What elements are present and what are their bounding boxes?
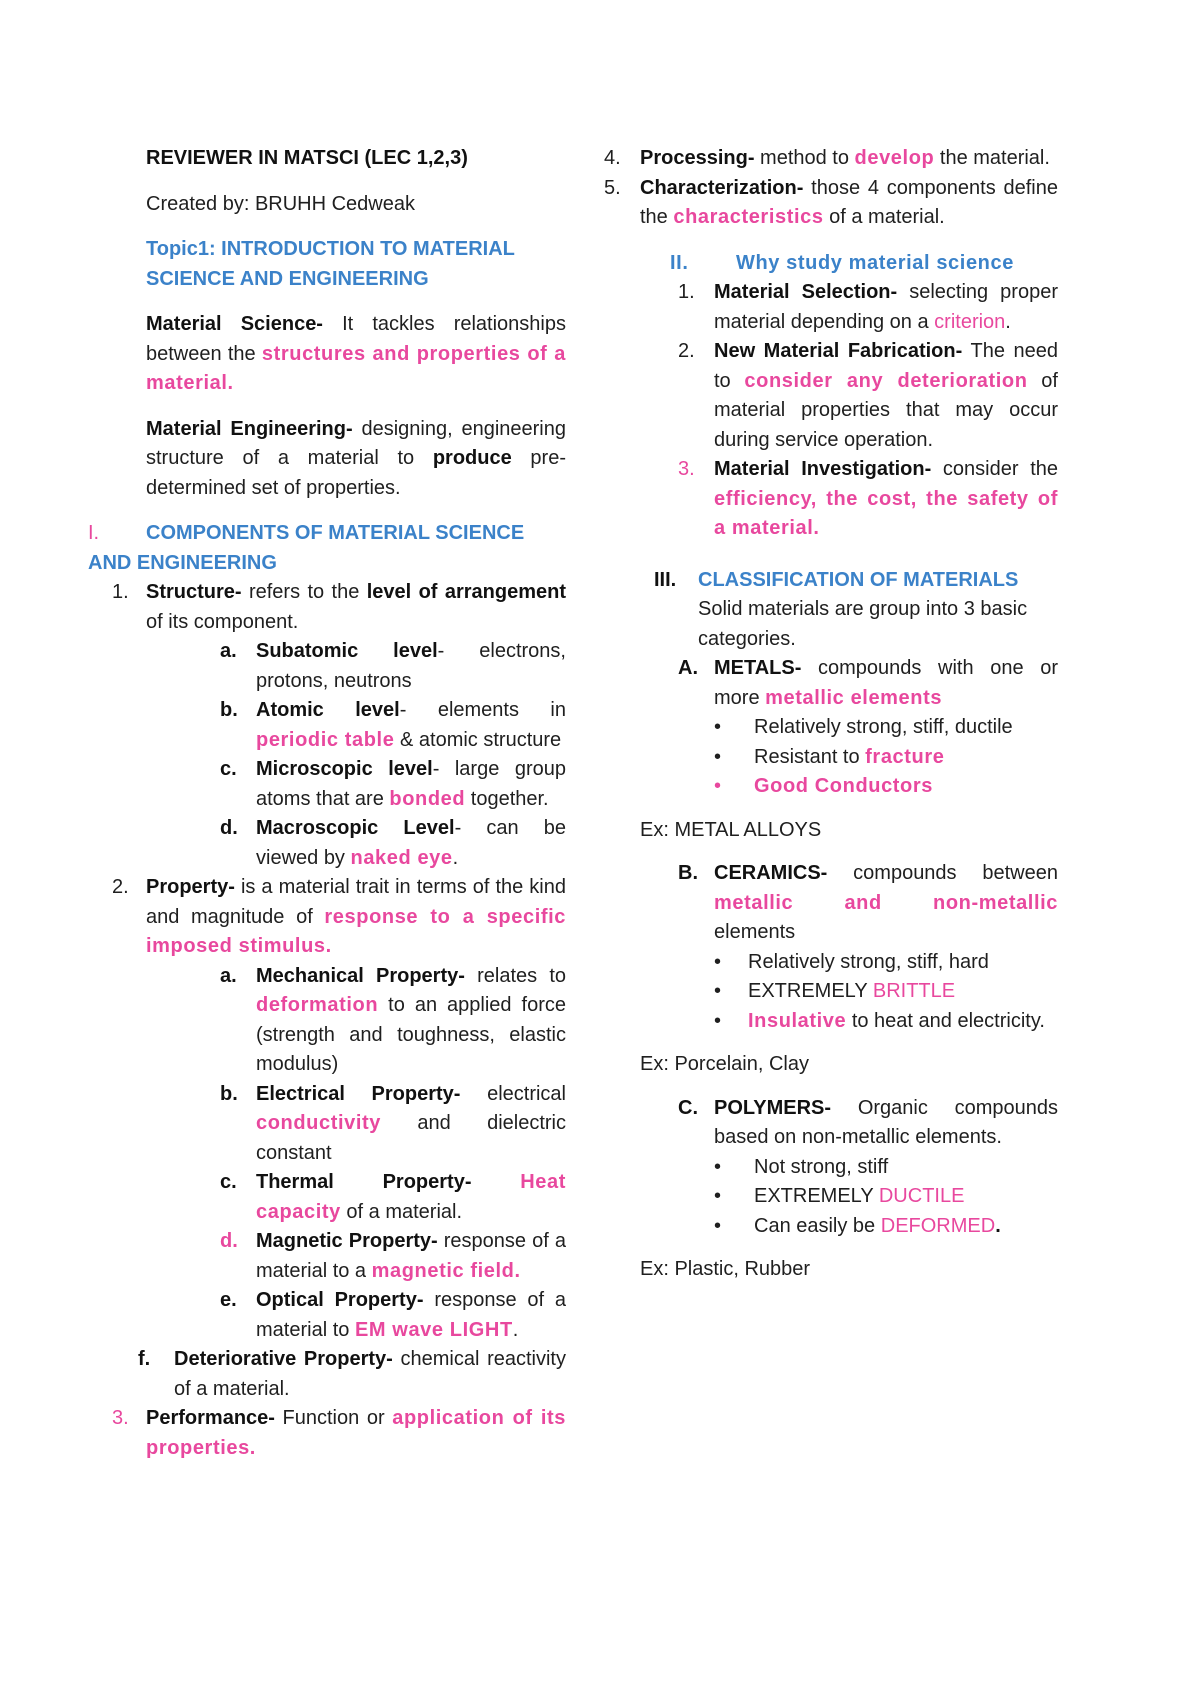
why-material-investigation: 3. Material Investigation- consider the efficiency, the cost, the safety of a material.	[678, 458, 1058, 539]
section-3-heading: III. CLASSIFICATION OF MATERIALS	[654, 568, 1019, 591]
topic-heading: Topic1: INTRODUCTION TO MATERIAL SCIENCE AND ENGINEERING	[146, 238, 515, 290]
why-new-material-fabrication: 2. New Material Fabrication- The need to consider any deterioration of material properties that may occur during service operation.	[678, 340, 1058, 451]
level-atomic: b. Atomic level- elements in periodic table & atomic structure	[220, 699, 566, 751]
bullet: • EXTREMELY DUCTILE	[714, 1185, 965, 1207]
material-science-definition: Material Science- It tackles relationships between the structures and properties of a material.	[146, 313, 566, 394]
processing-item: 4. Processing- method to develop the material.	[604, 147, 1050, 169]
section-1-heading: I. COMPONENTS OF MATERIAL SCIENCE AND ENGINEERING	[88, 522, 525, 574]
bullet: • Relatively strong, stiff, ductile	[714, 716, 1013, 738]
bullet: • Resistant to fracture	[714, 745, 945, 768]
bullet: • Good Conductors	[714, 775, 933, 797]
polymers-item: C. POLYMERS- Organic compounds based on non-metallic elements.	[678, 1096, 1058, 1148]
property-deteriorative: f. Deteriorative Property- chemical reactivity of a material.	[138, 1348, 566, 1400]
section-2-heading: II. Why study material science	[670, 251, 1014, 274]
performance-item: 3. Performance- Function or application of its properties.	[112, 1407, 566, 1459]
ceramics-example: Ex: Porcelain, Clay	[640, 1053, 809, 1075]
classification-intro: Solid materials are group into 3 basic categories.	[698, 598, 1028, 650]
material-engineering-definition: Material Engineering- designing, engineering structure of a material to produce pre-determined set of properties.	[146, 417, 567, 499]
property-item: 2. Property- is a material trait in terms of the kind and magnitude of response to a specific imposed stimulus.	[112, 876, 566, 957]
bullet: • Relatively strong, stiff, hard	[714, 950, 989, 973]
level-microscopic: c. Microscopic level- large group atoms that are bonded together.	[220, 758, 566, 810]
document-title: REVIEWER IN MATSCI (LEC 1,2,3)	[146, 147, 468, 169]
right-column	[604, 144, 1058, 1285]
ceramics-bullets	[714, 948, 1058, 1037]
bullet: • Insulative to heat and electricity.	[714, 1009, 1045, 1032]
bullet: • Can easily be DEFORMED.	[714, 1214, 1001, 1237]
property-electrical: b. Electrical Property- electrical conductivity and dielectric constant	[220, 1082, 566, 1164]
bullet: • EXTREMELY BRITTLE	[714, 980, 956, 1002]
property-thermal: c. Thermal Property- Heat capacity of a material.	[220, 1171, 567, 1223]
level-macroscopic: d. Macroscopic Level- can be viewed by naked eye.	[220, 817, 567, 869]
why-material-selection: 1. Material Selection- selecting proper material depending on a criterion.	[678, 281, 1058, 333]
metals-item: A. METALS- compounds with one or more metallic elements	[678, 657, 1058, 709]
property-mechanical: a. Mechanical Property- relates to deformation to an applied force (strength and toughness, elastic modulus)	[220, 964, 566, 1075]
ceramics-item: B. CERAMICS- compounds between metallic and non-metallic elements	[678, 862, 1058, 943]
polymers-example: Ex: Plastic, Rubber	[640, 1258, 811, 1280]
left-column	[88, 144, 567, 1463]
property-optical: e. Optical Property- response of a material to EM wave LIGHT.	[220, 1289, 567, 1341]
characterization-item: 5. Characterization- those 4 components define the characteristics of a material.	[604, 176, 1058, 228]
bullet: • Not strong, stiff	[714, 1155, 889, 1178]
structure-item: 1. Structure- refers to the level of arrangement of its component.	[112, 581, 566, 633]
polymers-bullets	[714, 1153, 1058, 1242]
structure-levels	[220, 637, 567, 873]
metals-bullets	[714, 713, 1058, 802]
metals-example: Ex: METAL ALLOYS	[640, 818, 822, 841]
why-study-list	[678, 278, 1058, 544]
created-by: Created by: BRUHH Cedweak	[146, 192, 415, 215]
level-subatomic: a. Subatomic level- electrons, protons, neutrons	[220, 640, 566, 692]
property-kinds	[220, 962, 567, 1346]
property-magnetic: d. Magnetic Property- response of a material to a magnetic field.	[220, 1230, 566, 1282]
